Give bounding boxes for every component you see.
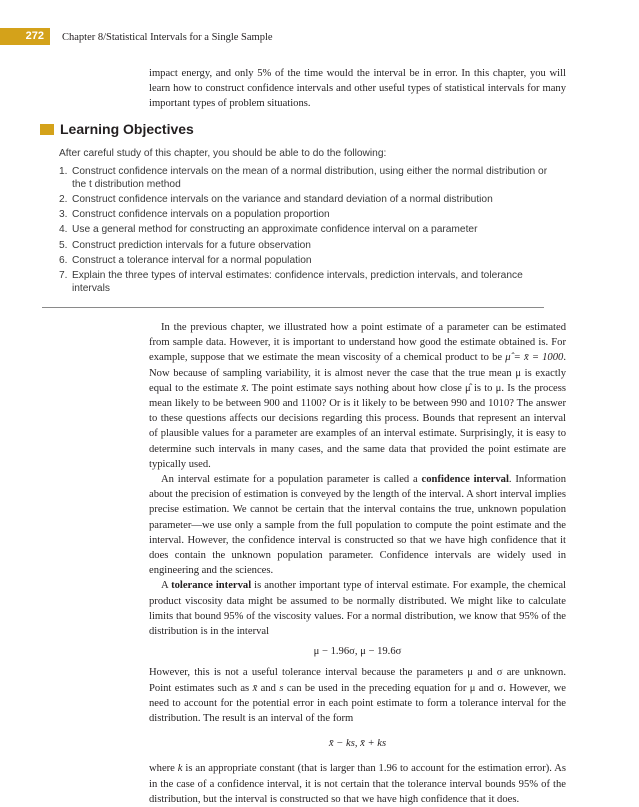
list-item-text: Use a general method for constructing an approximate confidence interval on a parameter: [72, 224, 478, 236]
list-item-text: Explain the three types of interval estimates: confidence intervals, prediction intervals, and tolerance intervals: [72, 270, 523, 294]
intro-paragraph: [149, 66, 566, 112]
inline-symbol: s: [279, 682, 284, 694]
list-item-text: Construct confidence intervals on a population proportion: [72, 209, 330, 221]
main-body: [149, 320, 566, 807]
list-item: [59, 166, 559, 191]
learning-objectives-title: Learning Objectives: [60, 121, 194, 137]
term-confidence-interval: confidence interval: [421, 474, 509, 486]
paragraph-unknown-parameters: However, this is not a useful tolerance interval because the parameters μ and σ are unknown. Point estimates such as x̄ and s can be used in the preceding equation for μ and σ. However, we need to account for the potential error in each point estimate to form a tolerance interval for the distribution. The result is an interval of the form: [149, 667, 566, 725]
term-tolerance-interval: tolerance interval: [171, 580, 252, 592]
inline-symbol: x̄: [252, 682, 258, 694]
intro-text: impact energy, and only 5% of the time would the interval be in error. In this chapter, you will learn how to construct confidence intervals and other useful types of statistical intervals for many important types of problem situations.: [149, 68, 566, 110]
inline-symbol: x̄: [241, 382, 246, 394]
list-item: [59, 270, 559, 295]
heading-marker-icon: [40, 124, 54, 135]
page-number: 272: [0, 28, 50, 45]
list-item-number: 3.: [59, 209, 68, 221]
display-equation-tolerance: x̄ − ks, x̄ + ks: [328, 738, 387, 750]
paragraph-point-estimate: In the previous chapter, we illustrated how a point estimate of a parameter can be estimated from sample data. However, it is important to understand how good the estimate obtained is. For example, suppose that we estimate the mean viscosity of a chemical product to be μ̂ = x̄ = 1000. Now because of sampling variability, it is almost never the case that the true mean μ is exactly equal to the estimate x̄. The point estimate says nothing about how close μ̂ is to μ. Is the process mean likely to be between 900 and 1100? Or is it likely to be between 990 and 1010? The answer to these questions affects our decisions regarding this process. Bounds that represent an interval of plausible values for a parameter are examples of an interval estimate. Surprisingly, it is easy to determine such intervals in many cases, and the same data that provided the point estimate are typically used.: [149, 322, 566, 470]
section-divider: [42, 307, 544, 308]
list-item-number: 4.: [59, 224, 68, 236]
learning-objectives-list: [59, 166, 559, 298]
list-item: [59, 240, 559, 253]
paragraph-constant-k: where k is an appropriate constant (that is larger than 1.96 to account for the estimation error). As in the case of a confidence interval, it is not certain that the tolerance interval bounds 95% of the distribution, but the interval is constructed so that we have high confidence that it does.: [149, 763, 566, 805]
list-item-text: Construct confidence intervals on the mean of a normal distribution, using either the normal distribution or the t distribution method: [72, 166, 548, 190]
paragraph-confidence-interval: An interval estimate for a population parameter is called a confidence interval. Information about the precision of estimation is conveyed by the length of the interval. A short interval implies precise estimation. We cannot be certain that the interval contains the true, unknown population parameter—we use only a sample from the full population to compute the point estimate and the interval. However, the confidence interval is constructed so that we have high confidence that it does contain the unknown population parameter. Confidence intervals are widely used in engineering and the sciences.: [149, 474, 566, 577]
running-head: Chapter 8/Statistical Intervals for a Single Sample: [62, 32, 273, 43]
list-item-number: 1.: [59, 166, 68, 177]
learning-objectives-lead: After careful study of this chapter, you should be able to do the following:: [59, 148, 387, 159]
list-item: [59, 194, 559, 207]
list-item-number: 2.: [59, 193, 68, 205]
list-item-text: Construct confidence intervals on the variance and standard deviation of a normal distribution: [72, 193, 493, 205]
inline-equation: μ̂ = x̄ = 1000: [505, 352, 564, 364]
paragraph-tolerance-interval: A tolerance interval is another important type of interval estimate. For example, the chemical product viscosity data might be assumed to be normally distributed. We might like to calculate limits that bound 95% of the viscosity values. For a normal distribution, we know that 95% of the distribution is in the interval: [149, 580, 566, 638]
inline-symbol: k: [177, 763, 183, 775]
display-equation-normal: μ − 1.96σ, μ − 19.6σ: [313, 646, 402, 658]
list-item-number: 7.: [59, 270, 68, 282]
list-item: [59, 255, 559, 268]
list-item-text: Construct prediction intervals for a future observation: [72, 239, 311, 251]
learning-objectives-heading: [40, 120, 194, 138]
list-item-text: Construct a tolerance interval for a normal population: [72, 254, 312, 266]
list-item-number: 6.: [59, 254, 68, 266]
list-item-number: 5.: [59, 239, 68, 251]
list-item: [59, 209, 559, 222]
list-item: [59, 224, 559, 237]
